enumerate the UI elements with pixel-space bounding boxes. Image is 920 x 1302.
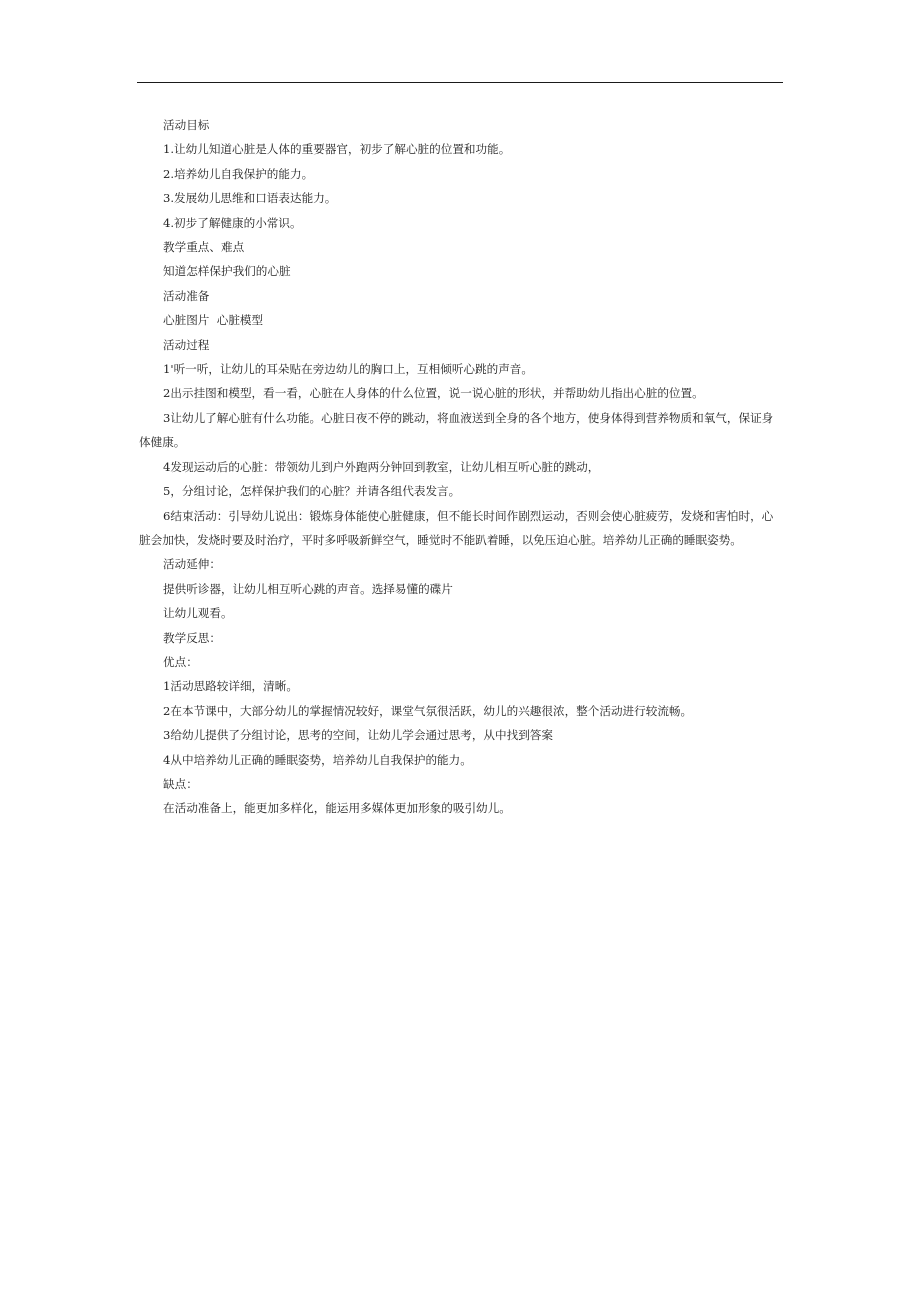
process-step-3: 3让幼儿了解心脏有什么功能。心脏日夜不停的跳动，将血液送到全身的各个地方，使身体得到营养物质和氧气，保证身体健康。 <box>139 410 774 450</box>
document-body <box>139 113 783 821</box>
preparation-text: 心脏图片 心脏模型 <box>163 313 264 328</box>
key-points-text: 知道怎样保护我们的心脏 <box>163 264 291 279</box>
process-step-1: 1'听一听，让幼儿的耳朵贴在旁边幼儿的胸口上，互相倾听心跳的声音。 <box>163 362 533 377</box>
heading-activity-goals: 活动目标 <box>163 118 210 132</box>
extension-text-1: 提供听诊器，让幼儿相互听心跳的声音。选择易懂的碟片 <box>163 581 453 596</box>
heading-preparation: 活动准备 <box>163 288 210 303</box>
header-rule <box>137 82 783 83</box>
goal-item-3: 3.发展幼儿思维和口语表达能力。 <box>163 191 337 206</box>
heading-strengths: 优点： <box>163 654 198 669</box>
extension-text-2: 让幼儿观看。 <box>163 606 233 621</box>
process-step-2: 2出示挂图和模型，看一看，心脏在人身体的什么位置，说一说心脏的形状，并帮助幼儿指出心脏的位置。 <box>163 386 704 401</box>
heading-reflection: 教学反思： <box>163 630 221 645</box>
strength-item-4: 4从中培养幼儿正确的睡眠姿势，培养幼儿自我保护的能力。 <box>163 752 472 767</box>
heading-weaknesses: 缺点： <box>163 776 198 791</box>
strength-item-2: 2在本节课中，大部分幼儿的掌握情况较好，课堂气氛很活跃，幼儿的兴趣很浓，整个活动进行较流畅。 <box>163 703 693 718</box>
heading-extension: 活动延伸： <box>163 557 221 572</box>
weakness-text: 在活动准备上，能更加多样化，能运用多媒体更加形象的吸引幼儿。 <box>163 801 511 816</box>
goal-item-1: 1.让幼儿知道心脏是人体的重要器官，初步了解心脏的位置和功能。 <box>163 142 511 157</box>
process-step-6: 6结束活动：引导幼儿说出：锻炼身体能使心脏健康，但不能长时间作剧烈运动，否则会使心脏疲劳，发烧和害怕时，心脏会加快，发烧时要及时治疗，平时多呼吸新鲜空气，睡觉时不能趴着睡，以免压迫心脏。培养幼儿正确的睡眠姿势。 <box>139 508 774 547</box>
strength-item-3: 3给幼儿提供了分组讨论，思考的空间，让幼儿学会通过思考，从中找到答案 <box>163 728 553 743</box>
goal-item-4: 4.初步了解健康的小常识。 <box>163 215 302 230</box>
process-step-4: 4发现运动后的心脏：带领幼儿到户外跑两分钟回到教室，让幼儿相互听心脏的跳动， <box>163 459 600 474</box>
process-step-5: 5，分组讨论，怎样保护我们的心脏？并请各组代表发言。 <box>163 484 461 499</box>
heading-key-points: 教学重点、难点 <box>163 240 245 255</box>
goal-item-2: 2.培养幼儿自我保护的能力。 <box>163 166 314 181</box>
heading-process: 活动过程 <box>163 337 210 352</box>
strength-item-1: 1活动思路较详细，清晰。 <box>163 679 298 694</box>
